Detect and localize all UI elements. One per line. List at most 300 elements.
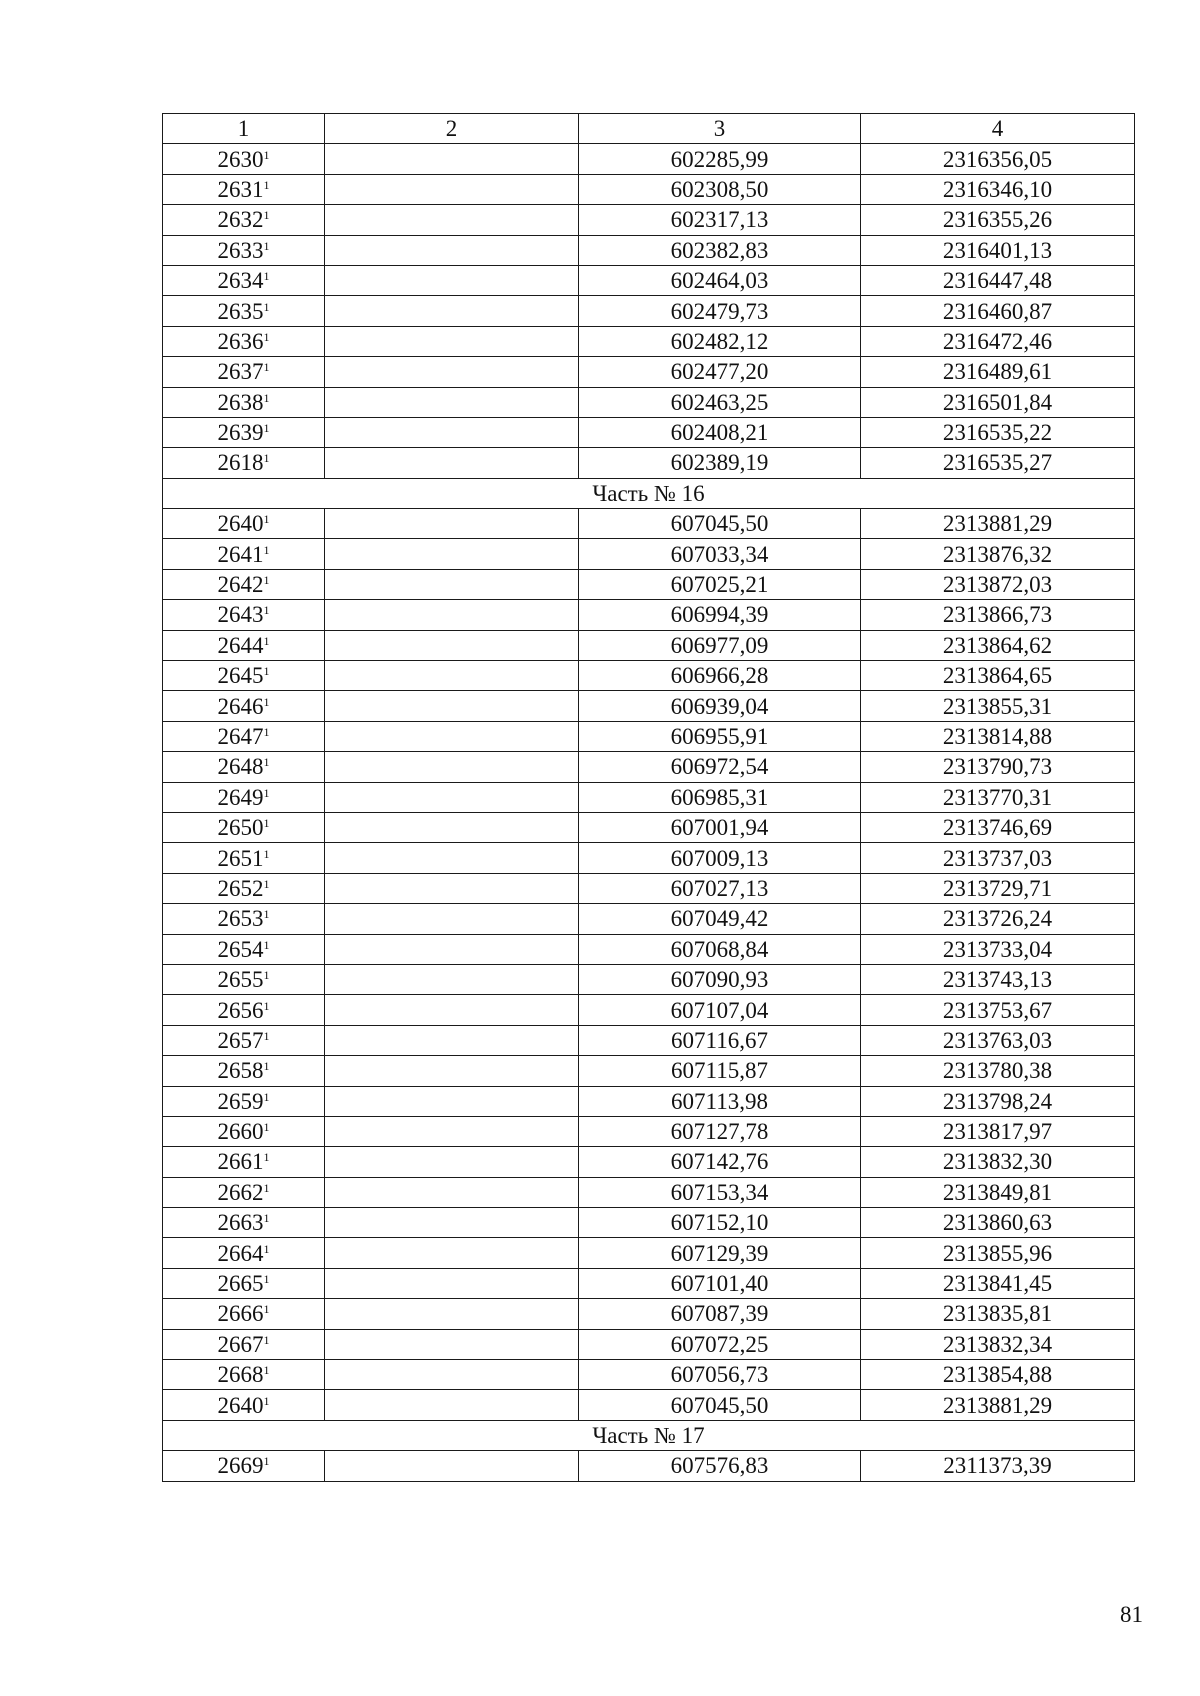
name-cell <box>325 812 579 842</box>
point-superscript: 1 <box>263 329 270 344</box>
y-coordinate-cell: 2313737,03 <box>861 843 1135 873</box>
y-coordinate-cell: 2313729,71 <box>861 873 1135 903</box>
x-coordinate-cell: 607001,94 <box>579 812 861 842</box>
point-number-cell <box>163 205 325 235</box>
x-coordinate-cell: 606966,28 <box>579 661 861 691</box>
table-row <box>163 235 1135 265</box>
point-superscript: 1 <box>263 1089 270 1104</box>
table-row <box>163 1086 1135 1116</box>
point-number-cell <box>163 1360 325 1390</box>
section-row <box>163 1420 1135 1450</box>
x-coordinate-cell: 607101,40 <box>579 1268 861 1298</box>
point-superscript: 1 <box>263 1180 270 1195</box>
y-coordinate-cell: 2313881,29 <box>861 1390 1135 1420</box>
table-row <box>163 144 1135 174</box>
x-coordinate-cell: 607027,13 <box>579 873 861 903</box>
x-coordinate-cell: 607576,83 <box>579 1451 861 1481</box>
x-coordinate-cell: 602285,99 <box>579 144 861 174</box>
name-cell <box>325 1390 579 1420</box>
name-cell <box>325 1451 579 1481</box>
table-row <box>163 1177 1135 1207</box>
point-number: 2668 <box>217 1362 264 1388</box>
table-row <box>163 934 1135 964</box>
table-row <box>163 1329 1135 1359</box>
table-row <box>163 873 1135 903</box>
x-coordinate-cell: 607142,76 <box>579 1147 861 1177</box>
name-cell <box>325 843 579 873</box>
table-row <box>163 1056 1135 1086</box>
point-superscript: 1 <box>263 846 270 861</box>
y-coordinate-cell: 2316535,27 <box>861 448 1135 478</box>
name-cell <box>325 174 579 204</box>
point-superscript: 1 <box>263 512 270 527</box>
table-row <box>163 721 1135 751</box>
point-number-cell <box>163 1056 325 1086</box>
point-number-cell <box>163 752 325 782</box>
name-cell <box>325 448 579 478</box>
x-coordinate-cell: 606977,09 <box>579 630 861 660</box>
point-number-cell <box>163 843 325 873</box>
point-number-cell <box>163 569 325 599</box>
section-title: Часть № 17 <box>163 1420 1135 1450</box>
point-number: 2656 <box>217 997 264 1023</box>
name-cell <box>325 630 579 660</box>
point-superscript: 1 <box>263 1028 270 1043</box>
point-number: 2667 <box>217 1331 264 1357</box>
name-cell <box>325 995 579 1025</box>
point-number: 2664 <box>217 1240 264 1266</box>
point-number-cell <box>163 1025 325 1055</box>
y-coordinate-cell: 2313876,32 <box>861 539 1135 569</box>
name-cell <box>325 691 579 721</box>
x-coordinate-cell: 602464,03 <box>579 265 861 295</box>
point-superscript: 1 <box>263 1454 270 1469</box>
x-coordinate-cell: 602389,19 <box>579 448 861 478</box>
point-superscript: 1 <box>263 998 270 1013</box>
section-row <box>163 478 1135 508</box>
point-superscript: 1 <box>263 238 270 253</box>
point-superscript: 1 <box>263 299 270 314</box>
point-number-cell <box>163 1177 325 1207</box>
x-coordinate-cell: 607107,04 <box>579 995 861 1025</box>
point-number: 2643 <box>217 602 264 628</box>
point-superscript: 1 <box>263 1332 270 1347</box>
point-superscript: 1 <box>263 208 270 223</box>
point-superscript: 1 <box>263 177 270 192</box>
point-number-cell <box>163 1268 325 1298</box>
x-coordinate-cell: 607045,50 <box>579 1390 861 1420</box>
point-number-cell <box>163 296 325 326</box>
table-row <box>163 1208 1135 1238</box>
point-number-cell <box>163 387 325 417</box>
point-superscript: 1 <box>263 1393 270 1408</box>
table-row <box>163 539 1135 569</box>
point-number: 2649 <box>217 784 264 810</box>
point-number: 2662 <box>217 1179 264 1205</box>
point-number-cell <box>163 174 325 204</box>
x-coordinate-cell: 607127,78 <box>579 1116 861 1146</box>
table-row <box>163 1451 1135 1481</box>
point-superscript: 1 <box>263 785 270 800</box>
point-superscript: 1 <box>263 573 270 588</box>
point-number-cell <box>163 1208 325 1238</box>
x-coordinate-cell: 602463,25 <box>579 387 861 417</box>
x-coordinate-cell: 602477,20 <box>579 357 861 387</box>
table-header-row <box>163 114 1135 144</box>
point-number: 2653 <box>217 906 264 932</box>
point-number: 2665 <box>217 1271 264 1297</box>
table-body <box>163 144 1135 1481</box>
point-number-cell <box>163 812 325 842</box>
point-superscript: 1 <box>263 694 270 709</box>
point-number: 2647 <box>217 724 264 749</box>
point-number-cell <box>163 1147 325 1177</box>
x-coordinate-cell: 606939,04 <box>579 691 861 721</box>
point-number: 2669 <box>217 1453 264 1479</box>
point-number-cell <box>163 265 325 295</box>
point-number: 2651 <box>217 845 264 871</box>
point-number-cell <box>163 1116 325 1146</box>
name-cell <box>325 782 579 812</box>
point-superscript: 1 <box>263 147 270 162</box>
point-number: 2663 <box>217 1210 264 1236</box>
table-row <box>163 1025 1135 1055</box>
y-coordinate-cell: 2313746,69 <box>861 812 1135 842</box>
point-number: 2652 <box>217 875 264 901</box>
x-coordinate-cell: 607025,21 <box>579 569 861 599</box>
y-coordinate-cell: 2316356,05 <box>861 144 1135 174</box>
point-number: 2632 <box>217 207 264 233</box>
x-coordinate-cell: 607129,39 <box>579 1238 861 1268</box>
point-number: 2640 <box>217 1392 264 1418</box>
name-cell <box>325 1208 579 1238</box>
point-number: 2650 <box>217 815 264 841</box>
point-number-cell <box>163 448 325 478</box>
name-cell <box>325 904 579 934</box>
name-cell <box>325 144 579 174</box>
point-superscript: 1 <box>263 816 270 831</box>
y-coordinate-cell: 2313770,31 <box>861 782 1135 812</box>
table-row <box>163 1268 1135 1298</box>
table-row <box>163 509 1135 539</box>
name-cell <box>325 326 579 356</box>
name-cell <box>325 509 579 539</box>
name-cell <box>325 569 579 599</box>
point-number-cell <box>163 144 325 174</box>
y-coordinate-cell: 2313753,67 <box>861 995 1135 1025</box>
name-cell <box>325 1238 579 1268</box>
y-coordinate-cell: 2313866,73 <box>861 600 1135 630</box>
point-superscript: 1 <box>263 603 270 618</box>
name-cell <box>325 1025 579 1055</box>
point-superscript: 1 <box>263 451 270 466</box>
table-row <box>163 417 1135 447</box>
point-number: 2658 <box>217 1058 264 1084</box>
y-coordinate-cell: 2313864,62 <box>861 630 1135 660</box>
point-number-cell <box>163 934 325 964</box>
point-number: 2631 <box>217 176 264 202</box>
point-superscript: 1 <box>263 390 270 405</box>
point-number: 2634 <box>217 268 264 294</box>
y-coordinate-cell: 2316447,48 <box>861 265 1135 295</box>
y-coordinate-cell: 2311373,39 <box>861 1451 1135 1481</box>
point-number-cell <box>163 691 325 721</box>
y-coordinate-cell: 2313763,03 <box>861 1025 1135 1055</box>
x-coordinate-cell: 602317,13 <box>579 205 861 235</box>
point-superscript: 1 <box>263 937 270 952</box>
point-number: 2636 <box>217 328 264 354</box>
point-superscript: 1 <box>263 1272 270 1287</box>
point-superscript: 1 <box>263 1302 270 1317</box>
point-superscript: 1 <box>263 1241 270 1256</box>
table-row <box>163 782 1135 812</box>
page-number: 81 <box>1120 1602 1143 1627</box>
name-cell <box>325 1177 579 1207</box>
y-coordinate-cell: 2313798,24 <box>861 1086 1135 1116</box>
point-number-cell <box>163 1086 325 1116</box>
point-number: 2661 <box>217 1149 264 1175</box>
point-superscript: 1 <box>263 725 270 739</box>
point-number-cell <box>163 904 325 934</box>
x-coordinate-cell: 607153,34 <box>579 1177 861 1207</box>
y-coordinate-cell: 2313733,04 <box>861 934 1135 964</box>
table-row <box>163 904 1135 934</box>
point-number: 2648 <box>217 754 264 780</box>
y-coordinate-cell: 2313790,73 <box>861 752 1135 782</box>
x-coordinate-cell: 607033,34 <box>579 539 861 569</box>
point-superscript: 1 <box>263 876 270 891</box>
table-row <box>163 1116 1135 1146</box>
table-row <box>163 1360 1135 1390</box>
y-coordinate-cell: 2316472,46 <box>861 326 1135 356</box>
name-cell <box>325 1360 579 1390</box>
name-cell <box>325 1086 579 1116</box>
name-cell <box>325 721 579 751</box>
point-number: 2659 <box>217 1088 264 1114</box>
y-coordinate-cell: 2313864,65 <box>861 661 1135 691</box>
y-coordinate-cell: 2313726,24 <box>861 904 1135 934</box>
x-coordinate-cell: 602308,50 <box>579 174 861 204</box>
point-number: 2630 <box>217 146 264 172</box>
table-row <box>163 691 1135 721</box>
y-coordinate-cell: 2313743,13 <box>861 964 1135 994</box>
name-cell <box>325 539 579 569</box>
point-superscript: 1 <box>263 421 270 436</box>
table-row <box>163 995 1135 1025</box>
point-number: 2645 <box>217 663 264 689</box>
point-superscript: 1 <box>263 1211 270 1226</box>
name-cell <box>325 235 579 265</box>
point-number: 2657 <box>217 1027 264 1053</box>
y-coordinate-cell: 2313832,30 <box>861 1147 1135 1177</box>
x-coordinate-cell: 602482,12 <box>579 326 861 356</box>
table-row <box>163 205 1135 235</box>
point-number-cell <box>163 357 325 387</box>
x-coordinate-cell: 607087,39 <box>579 1299 861 1329</box>
table-row <box>163 569 1135 599</box>
point-superscript: 1 <box>263 907 270 922</box>
name-cell <box>325 417 579 447</box>
y-coordinate-cell: 2313860,63 <box>861 1208 1135 1238</box>
name-cell <box>325 1056 579 1086</box>
point-superscript: 1 <box>263 1059 270 1074</box>
point-number-cell <box>163 964 325 994</box>
x-coordinate-cell: 606972,54 <box>579 752 861 782</box>
x-coordinate-cell: 606955,91 <box>579 721 861 751</box>
point-number-cell <box>163 539 325 569</box>
point-superscript: 1 <box>263 542 270 557</box>
name-cell <box>325 752 579 782</box>
table-row <box>163 174 1135 204</box>
point-number-cell <box>163 1329 325 1359</box>
name-cell <box>325 1268 579 1298</box>
table-row <box>163 357 1135 387</box>
point-superscript: 1 <box>263 1363 270 1378</box>
point-number-cell <box>163 417 325 447</box>
y-coordinate-cell: 2313841,45 <box>861 1268 1135 1298</box>
y-coordinate-cell: 2316401,13 <box>861 235 1135 265</box>
x-coordinate-cell: 607009,13 <box>579 843 861 873</box>
x-coordinate-cell: 606994,39 <box>579 600 861 630</box>
table-row <box>163 964 1135 994</box>
point-number: 2635 <box>217 298 264 324</box>
point-number: 2637 <box>217 359 264 385</box>
x-coordinate-cell: 607090,93 <box>579 964 861 994</box>
table-row <box>163 630 1135 660</box>
table-row <box>163 661 1135 691</box>
point-superscript: 1 <box>263 633 270 648</box>
header-col-3: 3 <box>579 114 861 144</box>
table-row <box>163 1147 1135 1177</box>
point-number: 2641 <box>217 541 264 567</box>
name-cell <box>325 1299 579 1329</box>
y-coordinate-cell: 2313881,29 <box>861 509 1135 539</box>
point-number-cell <box>163 782 325 812</box>
point-number-cell <box>163 721 325 751</box>
point-superscript: 1 <box>263 968 270 983</box>
table-row <box>163 265 1135 295</box>
name-cell <box>325 661 579 691</box>
x-coordinate-cell: 602408,21 <box>579 417 861 447</box>
name-cell <box>325 265 579 295</box>
point-number-cell <box>163 235 325 265</box>
x-coordinate-cell: 607049,42 <box>579 904 861 934</box>
table-row <box>163 1238 1135 1268</box>
point-number-cell <box>163 326 325 356</box>
point-number: 2654 <box>217 936 264 962</box>
point-number: 2642 <box>217 572 264 598</box>
point-number: 2660 <box>217 1119 264 1145</box>
x-coordinate-cell: 607116,67 <box>579 1025 861 1055</box>
point-number-cell <box>163 873 325 903</box>
y-coordinate-cell: 2316535,22 <box>861 417 1135 447</box>
point-number-cell <box>163 509 325 539</box>
x-coordinate-cell: 607113,98 <box>579 1086 861 1116</box>
y-coordinate-cell: 2313854,88 <box>861 1360 1135 1390</box>
point-number: 2646 <box>217 693 264 719</box>
name-cell <box>325 934 579 964</box>
table-row <box>163 387 1135 417</box>
y-coordinate-cell: 2313817,97 <box>861 1116 1135 1146</box>
point-number-cell <box>163 1451 325 1481</box>
name-cell <box>325 600 579 630</box>
name-cell <box>325 205 579 235</box>
name-cell <box>325 873 579 903</box>
point-number-cell <box>163 995 325 1025</box>
point-superscript: 1 <box>263 1120 270 1135</box>
coordinates-table <box>162 113 1135 1482</box>
y-coordinate-cell: 2313780,38 <box>861 1056 1135 1086</box>
y-coordinate-cell: 2316489,61 <box>861 357 1135 387</box>
point-number: 2633 <box>217 237 264 263</box>
point-number: 2639 <box>217 420 264 446</box>
point-number-cell <box>163 630 325 660</box>
y-coordinate-cell: 2313849,81 <box>861 1177 1135 1207</box>
point-number-cell <box>163 600 325 630</box>
y-coordinate-cell: 2313832,34 <box>861 1329 1135 1359</box>
name-cell <box>325 1116 579 1146</box>
y-coordinate-cell: 2316346,10 <box>861 174 1135 204</box>
y-coordinate-cell: 2313835,81 <box>861 1299 1135 1329</box>
name-cell <box>325 964 579 994</box>
x-coordinate-cell: 607115,87 <box>579 1056 861 1086</box>
point-number: 2638 <box>217 389 264 415</box>
header-col-4: 4 <box>861 114 1135 144</box>
x-coordinate-cell: 607045,50 <box>579 509 861 539</box>
point-superscript: 1 <box>263 1150 270 1165</box>
section-title: Часть № 16 <box>163 478 1135 508</box>
name-cell <box>325 296 579 326</box>
point-number-cell <box>163 661 325 691</box>
table-row <box>163 448 1135 478</box>
table-row <box>163 326 1135 356</box>
header-col-1: 1 <box>163 114 325 144</box>
point-number: 2666 <box>217 1301 264 1327</box>
name-cell <box>325 1329 579 1359</box>
x-coordinate-cell: 602382,83 <box>579 235 861 265</box>
table-row <box>163 812 1135 842</box>
x-coordinate-cell: 607152,10 <box>579 1208 861 1238</box>
point-number: 2618 <box>217 450 264 476</box>
point-number: 2640 <box>217 511 264 537</box>
x-coordinate-cell: 607072,25 <box>579 1329 861 1359</box>
point-superscript: 1 <box>263 360 270 375</box>
table-row <box>163 600 1135 630</box>
header-col-2: 2 <box>325 114 579 144</box>
y-coordinate-cell: 2313855,31 <box>861 691 1135 721</box>
x-coordinate-cell: 607056,73 <box>579 1360 861 1390</box>
table-row <box>163 843 1135 873</box>
x-coordinate-cell: 606985,31 <box>579 782 861 812</box>
table-row <box>163 296 1135 326</box>
table-row <box>163 752 1135 782</box>
y-coordinate-cell: 2313814,88 <box>861 721 1135 751</box>
point-number-cell <box>163 1299 325 1329</box>
name-cell <box>325 357 579 387</box>
table-row <box>163 1390 1135 1420</box>
y-coordinate-cell: 2313855,96 <box>861 1238 1135 1268</box>
y-coordinate-cell: 2313872,03 <box>861 569 1135 599</box>
table-row <box>163 1299 1135 1329</box>
name-cell <box>325 387 579 417</box>
point-superscript: 1 <box>263 664 270 679</box>
x-coordinate-cell: 602479,73 <box>579 296 861 326</box>
y-coordinate-cell: 2316501,84 <box>861 387 1135 417</box>
point-number: 2655 <box>217 967 264 993</box>
point-number-cell <box>163 1390 325 1420</box>
point-superscript: 1 <box>263 755 270 770</box>
point-superscript: 1 <box>263 269 270 284</box>
